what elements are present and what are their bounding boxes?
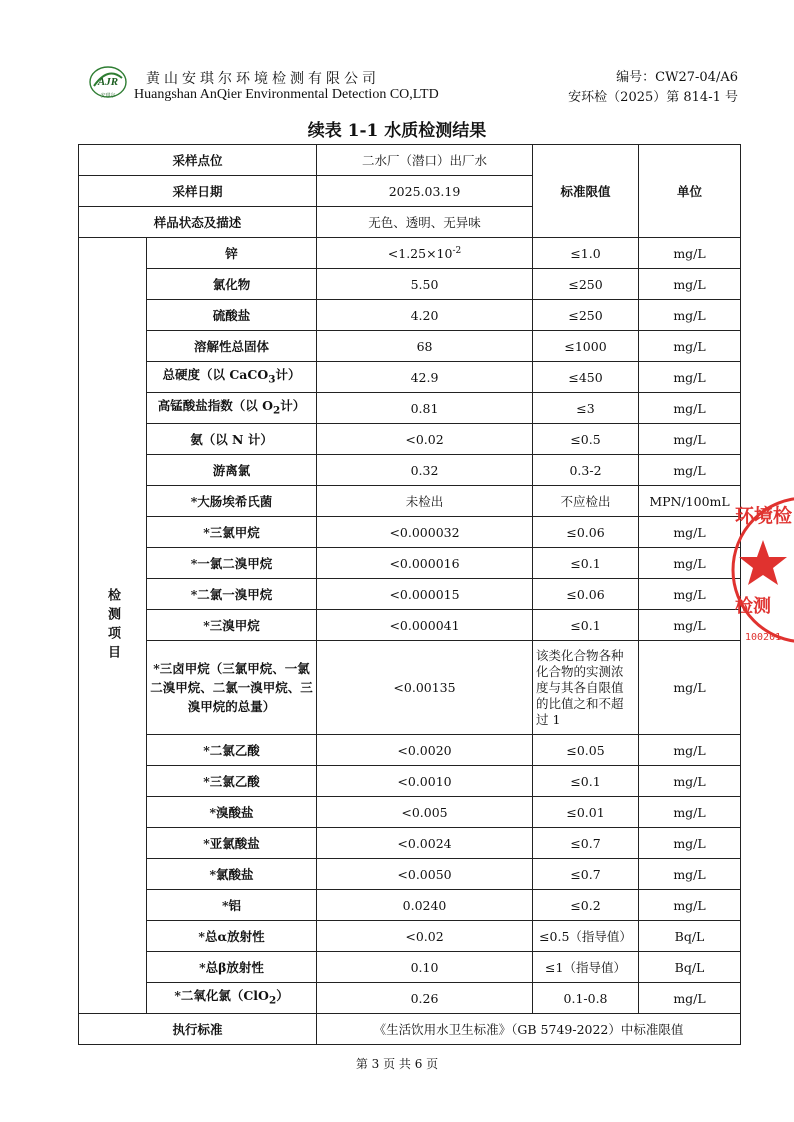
item-name <box>147 455 317 486</box>
item-result <box>317 952 533 983</box>
item-name <box>147 983 317 1014</box>
item-unit: mg/L <box>639 641 741 735</box>
item-standard: ≤3 <box>533 393 639 424</box>
page-footer: 第 3 页 共 6 页 <box>355 1057 439 1071</box>
item-name-text: *三氯乙酸 <box>203 773 260 789</box>
item-result <box>317 393 533 424</box>
svg-text:检测: 检测 <box>735 596 771 617</box>
item-result-text: <0.0024 <box>397 835 452 851</box>
item-result <box>317 641 533 735</box>
item-unit: mg/L <box>639 517 741 548</box>
item-name-text: 锌 <box>225 245 238 261</box>
item-unit: Bq/L <box>639 952 741 983</box>
item-result <box>317 362 533 393</box>
item-result <box>317 486 533 517</box>
item-standard: ≤0.05 <box>533 735 639 766</box>
item-standard: ≤450 <box>533 362 639 393</box>
item-result <box>317 983 533 1014</box>
item-unit: mg/L <box>639 983 741 1014</box>
item-standard: 0.1-0.8 <box>533 983 639 1014</box>
item-name <box>147 766 317 797</box>
item-standard: 该类化合物各种化合物的实测浓度与其各自限值的比值之和不超过 1 <box>533 641 639 735</box>
item-name <box>147 952 317 983</box>
sample-desc-value: 无色、透明、无异味 <box>317 207 533 238</box>
item-name <box>147 797 317 828</box>
item-name-text: *二氧化氯（ClO <box>174 987 269 1003</box>
item-standard: ≤0.06 <box>533 517 639 548</box>
item-standard: ≤0.5 <box>533 424 639 455</box>
item-name-text: *二氯乙酸 <box>203 742 260 758</box>
inspection-stamp <box>725 488 794 648</box>
table-row <box>79 455 741 486</box>
item-unit: mg/L <box>639 424 741 455</box>
item-standard: ≤0.1 <box>533 548 639 579</box>
item-result <box>317 548 533 579</box>
item-standard: ≤0.1 <box>533 610 639 641</box>
item-unit: mg/L <box>639 238 741 269</box>
item-name <box>147 486 317 517</box>
item-result <box>317 269 533 300</box>
item-result <box>317 735 533 766</box>
item-name-text: *二氯一溴甲烷 <box>190 586 273 602</box>
item-name <box>147 859 317 890</box>
item-unit: mg/L <box>639 393 741 424</box>
svg-text:AJR: AJR <box>97 76 119 88</box>
item-name <box>147 735 317 766</box>
item-result-text: 4.20 <box>410 307 439 323</box>
svg-text:100201: 100201 <box>745 632 782 643</box>
item-unit: mg/L <box>639 890 741 921</box>
item-result <box>317 921 533 952</box>
sampling-date-value: 2025.03.19 <box>317 176 533 207</box>
item-unit: mg/L <box>639 548 741 579</box>
table-row <box>79 735 741 766</box>
item-name-subscript: 3 <box>268 373 276 386</box>
item-result-text: <0.0020 <box>397 742 452 758</box>
item-name <box>147 890 317 921</box>
item-result-text: <0.000015 <box>389 586 460 602</box>
item-result-text: <0.000016 <box>389 555 460 571</box>
item-name <box>147 238 317 269</box>
item-unit: mg/L <box>639 455 741 486</box>
table-row <box>79 952 741 983</box>
item-name-text: *三溴甲烷 <box>203 617 260 633</box>
item-name-text: *一氯二溴甲烷 <box>190 555 273 571</box>
item-standard: ≤0.2 <box>533 890 639 921</box>
svg-text:环境检: 环境检 <box>735 505 793 527</box>
items-group-label: 检测项目 <box>79 238 147 1014</box>
item-name <box>147 300 317 331</box>
item-result <box>317 610 533 641</box>
item-standard: 不应检出 <box>533 486 639 517</box>
item-result-text: <0.0050 <box>397 866 452 882</box>
sampling-date-label: 采样日期 <box>79 176 317 207</box>
item-unit: mg/L <box>639 859 741 890</box>
item-result <box>317 331 533 362</box>
item-standard: ≤0.5（指导值） <box>533 921 639 952</box>
document-header <box>88 62 738 112</box>
item-name <box>147 393 317 424</box>
item-name-text: *总β放射性 <box>199 959 264 975</box>
item-result-text: 42.9 <box>410 369 439 385</box>
exec-standard-row <box>79 1014 741 1045</box>
table-row <box>79 641 741 735</box>
item-result <box>317 828 533 859</box>
item-name-text: 总硬度（以 CaCO <box>162 366 269 382</box>
item-result-text: 0.10 <box>410 959 439 975</box>
item-name <box>147 548 317 579</box>
item-name-subscript: 2 <box>273 404 281 417</box>
item-result-text: 0.32 <box>410 462 439 478</box>
item-name-text: *氯酸盐 <box>209 866 254 882</box>
item-name-text: *三卤甲烷（三氯甲烷、一氯二溴甲烷、二氯一溴甲烷、三溴甲烷的总量） <box>150 661 313 714</box>
item-name-text: *总α放射性 <box>198 928 265 944</box>
item-standard: ≤0.01 <box>533 797 639 828</box>
item-name <box>147 517 317 548</box>
item-unit: mg/L <box>639 269 741 300</box>
item-result <box>317 300 533 331</box>
item-result <box>317 238 533 269</box>
item-name-subscript: 2 <box>268 994 277 1007</box>
table-row <box>79 362 741 393</box>
item-unit: mg/L <box>639 300 741 331</box>
table-row <box>79 331 741 362</box>
table-row <box>79 828 741 859</box>
table-row <box>79 921 741 952</box>
item-name-text: *溴酸盐 <box>209 804 254 820</box>
item-result-text: <0.005 <box>401 804 448 820</box>
item-name-tail: 计） <box>280 397 306 413</box>
item-result <box>317 517 533 548</box>
item-result-text: <1.25×10 <box>387 246 453 262</box>
item-unit: mg/L <box>639 797 741 828</box>
item-standard: ≤0.7 <box>533 859 639 890</box>
item-unit: mg/L <box>639 735 741 766</box>
item-name-text: 溶解性总固体 <box>194 338 270 354</box>
item-name-text: 硫酸盐 <box>212 307 251 323</box>
report-number: 安环检（2025）第 814-1 号 <box>568 90 738 105</box>
item-name <box>147 579 317 610</box>
item-name <box>147 424 317 455</box>
item-result <box>317 890 533 921</box>
company-name-en: Huangshan AnQier Environmental Detection CO,LTD <box>134 87 439 102</box>
item-result-text: 0.26 <box>410 990 439 1006</box>
item-standard: ≤0.7 <box>533 828 639 859</box>
item-unit: mg/L <box>639 579 741 610</box>
sampling-point-label: 采样点位 <box>79 145 317 176</box>
item-name <box>147 331 317 362</box>
item-name <box>147 828 317 859</box>
item-standard: ≤0.1 <box>533 766 639 797</box>
item-name-text: 游离氯 <box>212 462 251 478</box>
standard-header: 标准限值 <box>533 145 639 238</box>
table-row <box>79 486 741 517</box>
table-row <box>79 890 741 921</box>
table-row <box>79 610 741 641</box>
item-result <box>317 859 533 890</box>
item-standard: ≤250 <box>533 269 639 300</box>
sample-desc-label: 样品状态及描述 <box>79 207 317 238</box>
item-name-text: *大肠埃希氏菌 <box>190 493 273 509</box>
item-unit: mg/L <box>639 362 741 393</box>
item-result-text: 0.0240 <box>402 897 447 913</box>
item-result-text: 未检出 <box>405 493 444 509</box>
item-result-text: 68 <box>416 338 433 354</box>
item-standard: 0.3-2 <box>533 455 639 486</box>
item-name <box>147 362 317 393</box>
unit-header: 单位 <box>639 145 741 238</box>
item-result-text: <0.000041 <box>389 617 460 633</box>
item-name-text: *铝 <box>221 897 242 913</box>
item-result <box>317 579 533 610</box>
item-name-text: *亚氯酸盐 <box>203 835 260 851</box>
item-result-text: <0.000032 <box>389 524 460 540</box>
item-result <box>317 424 533 455</box>
table-row <box>79 393 741 424</box>
item-unit: mg/L <box>639 331 741 362</box>
table-row <box>79 517 741 548</box>
table-row <box>79 797 741 828</box>
item-result-text: <0.0010 <box>397 773 452 789</box>
item-standard: ≤0.06 <box>533 579 639 610</box>
item-name-text: *三氯甲烷 <box>203 524 260 540</box>
item-name-text: 氨（以 N 计） <box>190 431 273 447</box>
item-name-tail: ） <box>276 987 289 1003</box>
item-result-exponent: -2 <box>452 246 462 257</box>
table-row <box>79 579 741 610</box>
item-name <box>147 610 317 641</box>
company-name-cn: 黄山安琪尔环境检测有限公司 <box>146 71 380 87</box>
results-table <box>78 144 741 1045</box>
table-row <box>79 766 741 797</box>
table-row <box>79 983 741 1014</box>
item-unit: mg/L <box>639 610 741 641</box>
item-standard: ≤1000 <box>533 331 639 362</box>
item-name <box>147 269 317 300</box>
item-result <box>317 766 533 797</box>
item-result-text: 5.50 <box>410 276 439 292</box>
item-standard: ≤250 <box>533 300 639 331</box>
item-name-text: 高锰酸盐指数（以 O <box>157 397 273 413</box>
table-row <box>79 548 741 579</box>
item-unit: mg/L <box>639 766 741 797</box>
item-name-tail: 计） <box>275 366 301 382</box>
item-result-text: 0.81 <box>410 400 439 416</box>
table-row <box>79 269 741 300</box>
item-unit: MPN/100mL <box>639 486 741 517</box>
item-result-text: <0.02 <box>405 431 444 447</box>
table-row <box>79 238 741 269</box>
item-result-text: <0.00135 <box>393 680 456 695</box>
item-name <box>147 641 317 735</box>
item-standard: ≤1.0 <box>533 238 639 269</box>
item-unit: Bq/L <box>639 921 741 952</box>
company-logo <box>88 64 128 102</box>
item-name-text: 氯化物 <box>212 276 251 292</box>
item-unit: mg/L <box>639 828 741 859</box>
item-standard: ≤1（指导值） <box>533 952 639 983</box>
exec-standard-value: 《生活饮用水卫生标准》（GB 5749-2022）中标准限值 <box>317 1014 741 1045</box>
svg-text:安琪尔: 安琪尔 <box>100 93 116 99</box>
table-row <box>79 859 741 890</box>
document-code: 编号：CW27-04/A6 <box>616 70 738 85</box>
sampling-point-value: 二水厂（潜口）出厂水 <box>317 145 533 176</box>
table-row <box>79 424 741 455</box>
item-name <box>147 921 317 952</box>
item-result <box>317 455 533 486</box>
table-row <box>79 300 741 331</box>
item-result <box>317 797 533 828</box>
table-title: 续表 1-1 水质检测结果 <box>307 121 487 141</box>
item-result-text: <0.02 <box>405 928 444 944</box>
exec-standard-label: 执行标准 <box>79 1014 317 1045</box>
